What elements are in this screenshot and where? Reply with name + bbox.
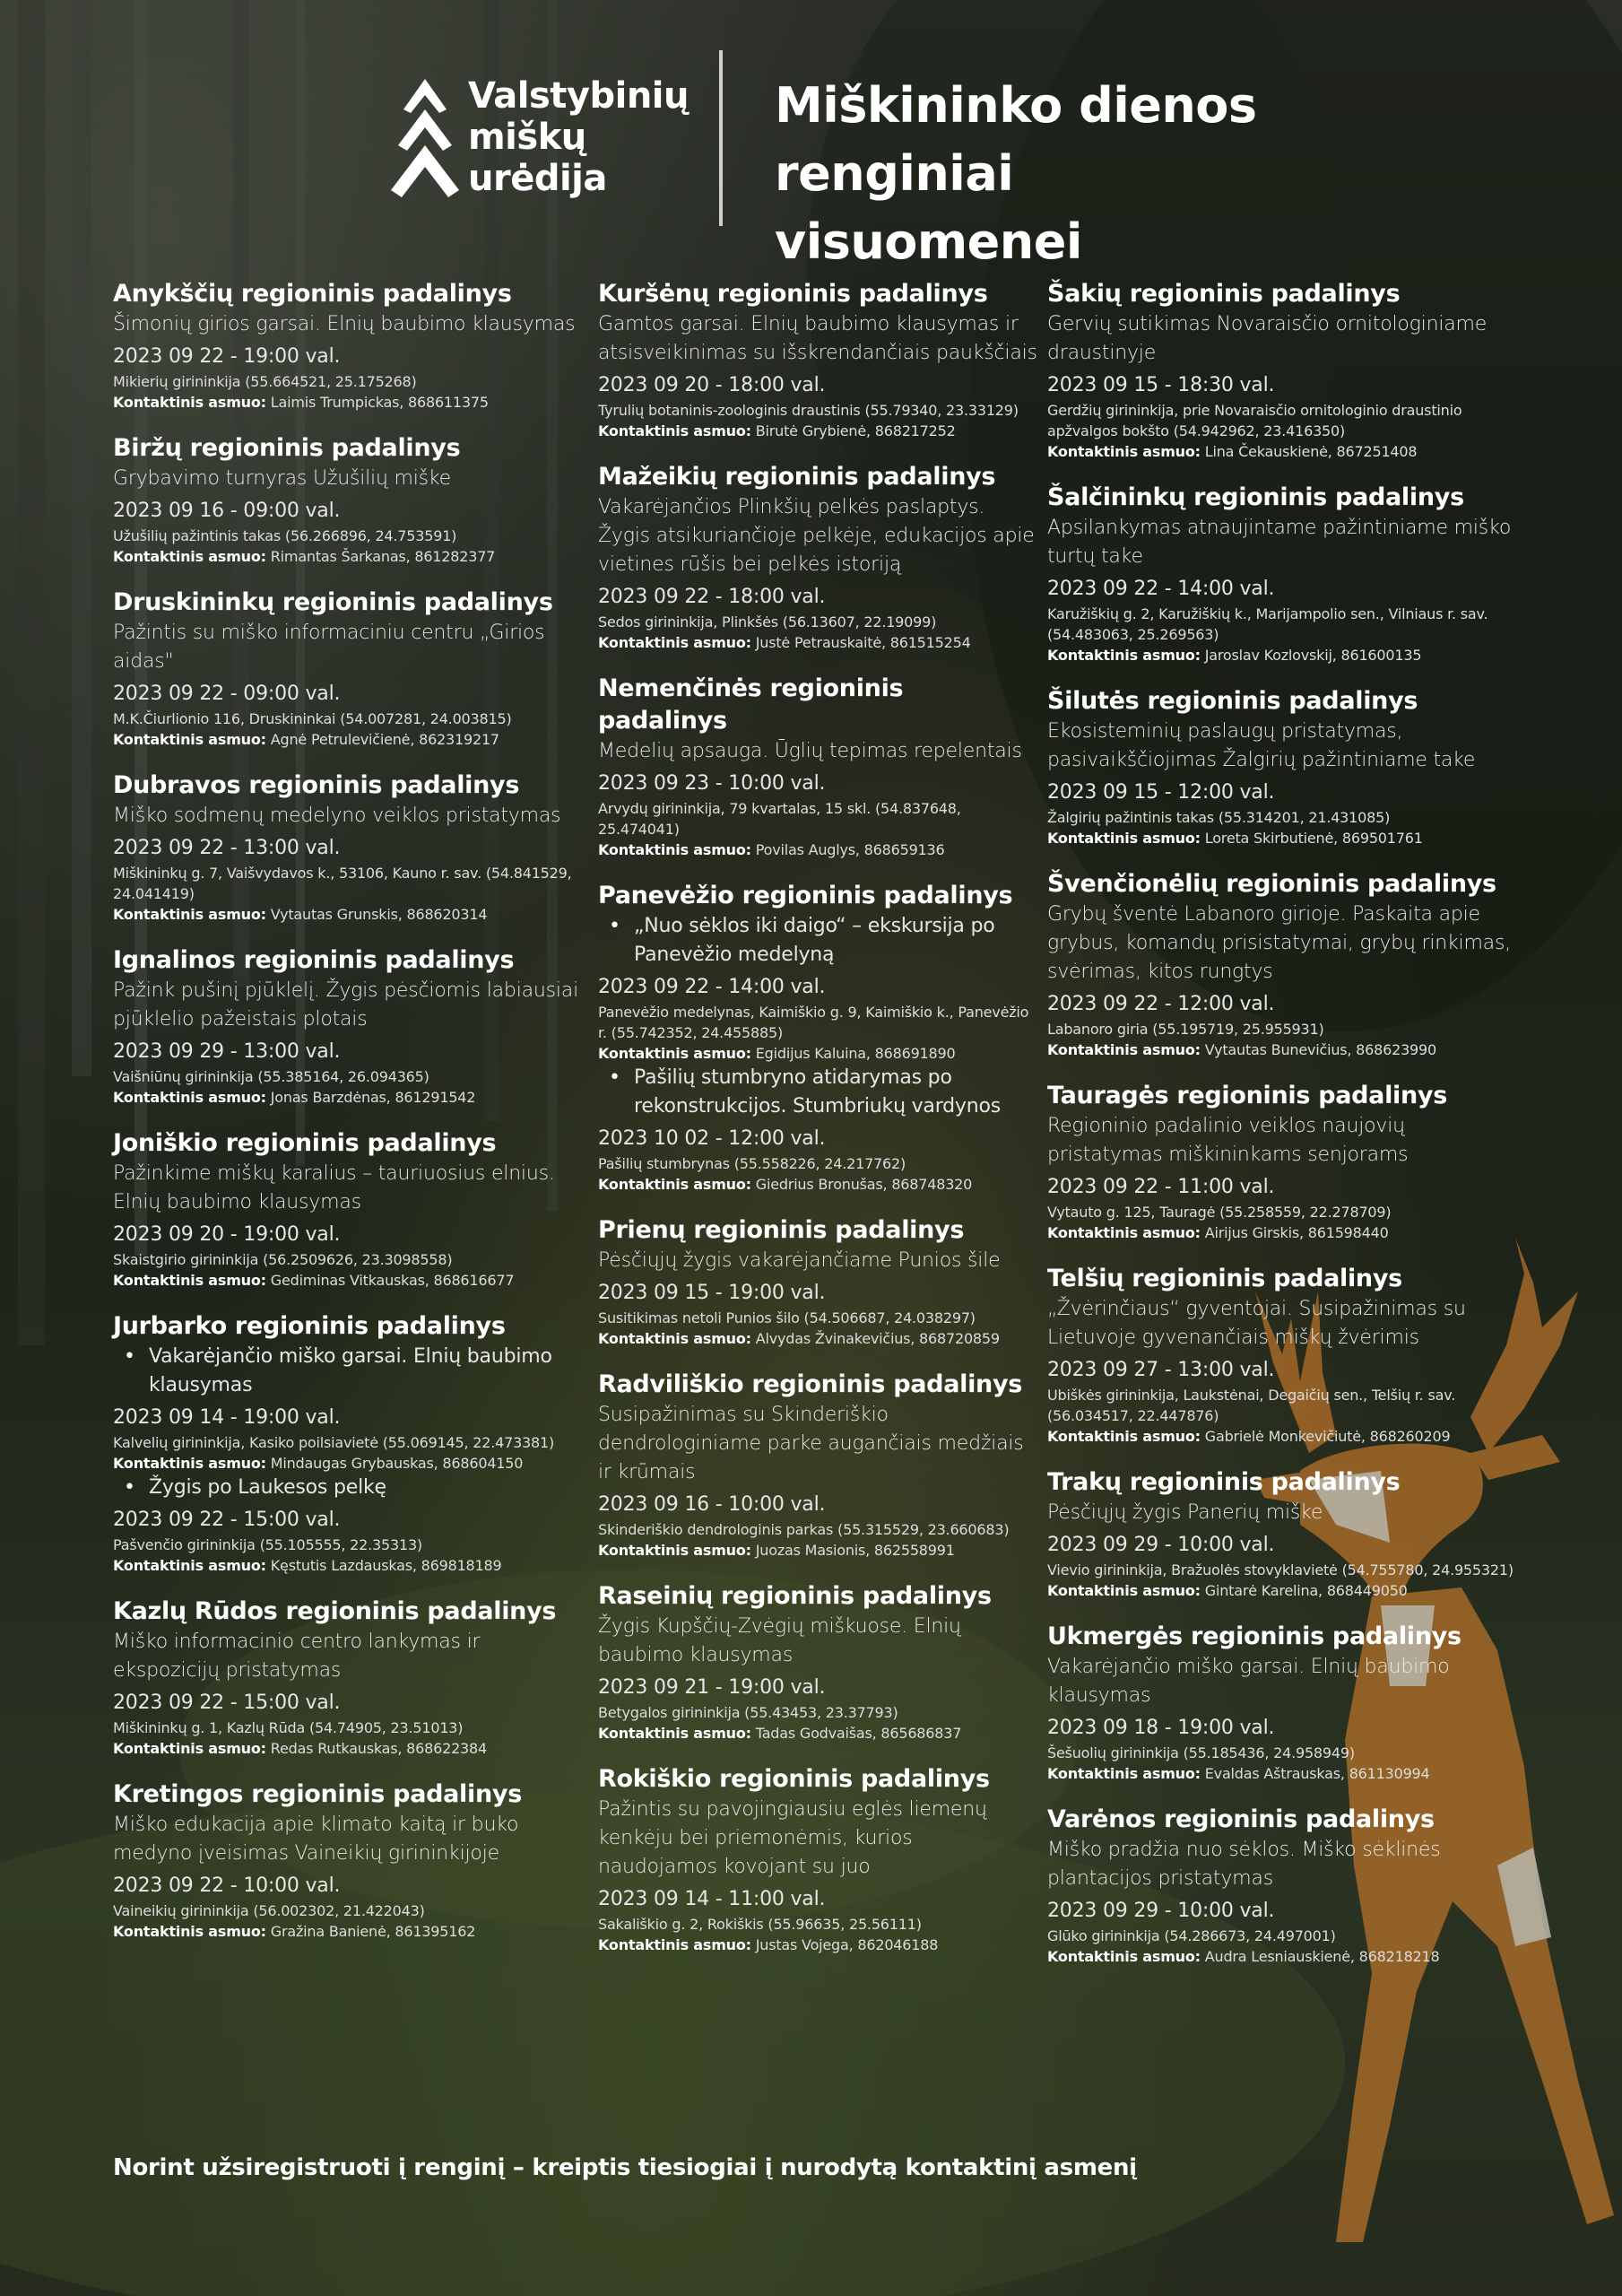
organization-name [468,75,689,199]
contact-value: Vytautas Grunskis, 868620314 [270,906,488,923]
contact-value: Loreta Skirbutienė, 869501761 [1204,830,1423,847]
event-datetime: 2023 09 27 - 13:00 val. [1047,1359,1275,1381]
event-datetime: 2023 09 22 - 09:00 val. [113,683,341,705]
region-name: Anykščių regioninis padalinys [113,280,512,308]
region-name: Kretingos regioninis padalinys [113,1780,522,1808]
event-location: Pašilių stumbrynas (55.558226, 24.217762) [598,1155,906,1172]
contact-person [1047,1039,1514,1060]
contact-label: Kontaktinis asmuo: [1047,830,1201,847]
event-location: Betygalos girininkija (55.43453, 23.37793) [598,1704,898,1721]
contact-person [1047,828,1514,848]
contact-label: Kontaktinis asmuo: [598,634,751,651]
event-datetime: 2023 09 22 - 18:00 val. [598,586,826,608]
contact-person [113,729,579,750]
region-name: Raseinių regioninis padalinys [598,1582,992,1610]
event-location: Užušilių pažintinis takas (56.266896, 24.753591) [113,527,457,544]
event-entry [113,1596,579,1759]
event-entry [113,770,579,925]
contact-label: Kontaktinis asmuo: [598,1176,751,1193]
contact-label: Kontaktinis asmuo: [113,394,266,411]
region-name: Ignalinos regioninis padalinys [113,946,515,974]
event-location: Šešuolių girininkija (55.185436, 24.958949) [1047,1744,1355,1761]
contact-label: Kontaktinis asmuo: [598,1936,751,1953]
contact-value: Jaroslav Kozlovskij, 861600135 [1204,647,1422,664]
title-line: Miškininko dienos [775,77,1257,134]
event-datetime: 2023 09 18 - 19:00 val. [1047,1717,1275,1739]
event-entry [1047,1080,1514,1243]
contact-value: Gediminas Vitkauskas, 868616677 [270,1272,515,1289]
event-datetime: 2023 09 21 - 19:00 val. [598,1676,826,1699]
contact-value: Povilas Auglys, 868659136 [755,841,945,858]
contact-value: Lina Čekauskienė, 867251408 [1204,443,1418,460]
contact-person [598,1723,1037,1744]
contact-person [598,1043,1037,1064]
contact-label: Kontaktinis asmuo: [113,1557,266,1574]
contact-value: Juozas Masionis, 862558991 [755,1542,955,1559]
contact-person [1047,1580,1514,1601]
event-entry [1047,278,1514,462]
contact-value: Kęstutis Lazdauskas, 869818189 [270,1557,502,1574]
event-entry [113,278,579,413]
event-location: Miškininkų g. 1, Kazlų Rūda (54.74905, 23.51013) [113,1719,464,1736]
contact-value: Alvydas Žvinakevičius, 868720859 [755,1330,1000,1347]
event-description: Pėsčiųjų žygis vakarėjančiame Punios šile [598,1249,1001,1272]
event-description: Grybų šventė Labanoro girioje. Paskaita apie grybus, komandų prisistatymai, grybų rinkimas, svėrimas, kitos rungtys [1047,903,1512,983]
event-datetime: 2023 09 29 - 10:00 val. [1047,1534,1275,1556]
event-location: Tyrulių botaninis-zoologinis draustinis (55.79340, 23.33129) [598,402,1019,419]
event-description: • Pašilių stumbryno atidarymas po rekonstrukcijos. Stumbriukų vardynos [598,1064,1037,1121]
region-name: Telšių regioninis padalinys [1047,1265,1402,1292]
event-description: Miško sodmenų medelyno veiklos pristatymas [113,804,561,827]
event-datetime: 2023 09 15 - 18:30 val. [1047,374,1275,396]
event-description: Gervių sutikimas Novaraisčio ornitologiniame draustinyje [1047,313,1488,364]
page-title [775,72,1313,276]
logo-line: miškų [468,117,586,158]
event-description: Susipažinimas su Skinderiškio dendrologiniame parke augančiais medžiais ir krūmais [598,1404,1024,1483]
contact-value: Birutė Grybienė, 868217252 [755,422,956,439]
event-location: Ubiškės girininkija, Laukstėnai, Degaičių sen., Telšių r. sav. (56.034517, 22.447876) [1047,1387,1456,1424]
contact-label: Kontaktinis asmuo: [1047,1428,1201,1445]
contact-value: Giedrius Bronušas, 868748320 [755,1176,973,1193]
contact-person [113,546,579,567]
region-name: Nemenčinės regioninis padalinys [598,674,904,735]
event-datetime: 2023 09 22 - 19:00 val. [113,345,341,368]
event-datetime: 2023 09 22 - 10:00 val. [113,1874,341,1897]
events-column-3 [1047,278,1514,1987]
event-location: M.K.Čiurlionio 116, Druskininkai (54.007281, 24.003815) [113,710,512,727]
logo-line: Valstybinių [468,75,689,117]
event-location: Susitikimas netoli Punios šilo (54.506687, 24.038297) [598,1309,976,1326]
event-entry [113,432,579,567]
contact-label: Kontaktinis asmuo: [598,1045,751,1062]
event-description: Šimonių girios garsai. Elnių baubimo klausymas [113,313,576,335]
event-entry [1047,482,1514,665]
contact-value: Jonas Barzdėnas, 861291542 [270,1089,476,1106]
region-name: Kuršėnų regioninis padalinys [598,280,988,308]
event-entry [598,1214,1037,1349]
event-datetime: 2023 09 14 - 19:00 val. [113,1406,341,1429]
event-datetime: 2023 09 29 - 10:00 val. [1047,1900,1275,1922]
contact-label: Kontaktinis asmuo: [598,1542,751,1559]
event-location: Gerdžių girininkija, prie Novaraisčio ornitologinio draustinio apžvalgos bokšto (54.942962, 23.416350) [1047,402,1462,439]
event-location: Sakališkio g. 2, Rokiškis (55.96635, 25.56111) [598,1916,922,1933]
contact-value: Gabrielė Monkevičiutė, 868260209 [1204,1428,1451,1445]
event-datetime: 2023 09 15 - 12:00 val. [1047,781,1275,804]
event-description: Vakarėjančios Plinkšių pelkės paslaptys. Žygis atsikuriančioje pelkėje, edukacijos apie vietines rūšis bei pelkės istoriją [598,496,1035,576]
event-datetime: 2023 09 16 - 09:00 val. [113,500,341,522]
event-entry [113,1127,579,1291]
contact-label: Kontaktinis asmuo: [113,548,266,565]
event-datetime: 2023 09 16 - 10:00 val. [598,1493,826,1516]
region-name: Šakių regioninis padalinys [1047,280,1401,308]
contact-person [1047,1222,1514,1243]
contact-person [113,1555,579,1576]
event-datetime: 2023 09 29 - 13:00 val. [113,1040,341,1063]
contact-label: Kontaktinis asmuo: [113,731,266,748]
contact-value: Mindaugas Grybauskas, 868604150 [270,1455,524,1472]
event-description: Grybavimo turnyras Užušilių miške [113,467,451,490]
contact-person [113,1270,579,1291]
event-description: • Vakarėjančio miško garsai. Elnių baubimo klausymas [113,1343,579,1400]
contact-person [598,632,1037,653]
event-description: Miško pradžia nuo sėklos. Miško sėklinės plantacijos pristatymas [1047,1839,1441,1890]
region-name: Joniškio regioninis padalinys [113,1129,497,1157]
event-entry [113,944,579,1108]
region-name: Varėnos regioninis padalinys [1047,1805,1435,1833]
event-description: Pažinkime miškų karalius – tauriuosius elnius. Elnių baubimo klausymas [113,1162,555,1213]
contact-label: Kontaktinis asmuo: [1047,1224,1201,1241]
event-location: Vaineikių girininkija (56.002302, 21.422043) [113,1902,425,1919]
contact-value: Gintarė Karelina, 868449050 [1204,1582,1408,1599]
region-name: Trakų regioninis padalinys [1047,1468,1401,1496]
contact-person [1047,1946,1514,1967]
contact-person [113,392,579,413]
event-location: Karužiškių g. 2, Karužiškių k., Marijampolio sen., Vilniaus r. sav. (54.483063, 25.269563) [1047,605,1488,643]
event-entry [598,278,1037,441]
contact-value: Audra Lesniauskienė, 868218218 [1204,1948,1440,1965]
region-name: Jurbarko regioninis padalinys [113,1312,506,1340]
event-entry [598,1763,1037,1955]
event-location: Vytauto g. 125, Tauragė (55.258559, 22.278709) [1047,1204,1392,1221]
event-entry [598,1580,1037,1744]
region-name: Švenčionėlių regioninis padalinys [1047,870,1496,898]
event-description: Ekosisteminių paslaugų pristatymas, pasivaikščiojimas Žalgirių pažintiniame take [1047,720,1476,771]
region-name: Druskininkų regioninis padalinys [113,588,553,616]
event-entry [1047,868,1514,1060]
contact-person [113,1738,579,1759]
contact-label: Kontaktinis asmuo: [598,1725,751,1742]
contact-label: Kontaktinis asmuo: [1047,1041,1201,1058]
contact-person [598,1328,1037,1349]
contact-person [598,1174,1037,1195]
event-entry [1047,685,1514,848]
title-line: renginiai visuomenei [775,145,1082,270]
contact-person [113,1087,579,1108]
region-name: Dubravos regioninis padalinys [113,771,520,799]
contact-label: Kontaktinis asmuo: [598,841,751,858]
contact-value: Gražina Banienė, 861395162 [270,1923,476,1940]
event-description: Apsilankymas atnaujintame pažintiniame miško turtų take [1047,517,1512,568]
event-description: Pažink pušinį pjūklelį. Žygis pėsčiomis labiausiai pjūklelio pažeistais plotais [113,979,578,1031]
event-location: Sedos girininkija, Plinkšės (56.13607, 22.19099) [598,613,937,631]
contact-person [598,1540,1037,1561]
contact-value: Justas Vojega, 862046188 [755,1936,939,1953]
event-entry [1047,1263,1514,1447]
event-datetime: 2023 09 22 - 15:00 val. [113,1509,341,1531]
event-location: Žalgirių pažintinis takas (55.314201, 21.431085) [1047,809,1391,826]
contact-person [598,1935,1037,1955]
contact-value: Rimantas Šarkanas, 861282377 [270,548,496,565]
event-entry [113,587,579,750]
contact-value: Redas Rutkauskas, 868622384 [270,1740,487,1757]
event-entry [1047,1466,1514,1601]
contact-value: Tadas Godvaišas, 865686837 [755,1725,962,1742]
event-location: Vievio girininkija, Bražuolės stovyklavietė (54.755780, 24.955321) [1047,1561,1514,1578]
contact-label: Kontaktinis asmuo: [598,422,751,439]
region-name: Ukmergės regioninis padalinys [1047,1622,1462,1650]
event-datetime: 2023 09 22 - 11:00 val. [1047,1176,1275,1198]
contact-person [1047,1763,1514,1784]
region-name: Šalčininkų regioninis padalinys [1047,483,1464,511]
contact-value: Agnė Petrulevičienė, 862319217 [270,731,499,748]
contact-label: Kontaktinis asmuo: [113,1272,266,1289]
events-column-2 [598,278,1037,1975]
region-name: Rokiškio regioninis padalinys [598,1765,990,1793]
event-location: Panevėžio medelynas, Kaimiškio g. 9, Kaimiškio k., Panevėžio r. (55.742352, 24.455885) [598,1004,1029,1041]
event-datetime: 2023 09 22 - 13:00 val. [113,837,341,859]
event-location: Labanoro giria (55.195719, 25.955931) [1047,1021,1324,1038]
contact-person [113,1921,579,1942]
region-name: Prienų regioninis padalinys [598,1216,965,1244]
event-location: Kalvelių girininkija, Kasiko poilsiavietė (55.069145, 22.473381) [113,1434,555,1451]
event-description: Vakarėjančio miško garsai. Elnių baubimo klausymas [1047,1656,1450,1707]
contact-label: Kontaktinis asmuo: [113,1923,266,1940]
event-location: Skinderiškio dendrologinis parkas (55.315529, 23.660683) [598,1521,1010,1538]
contact-label: Kontaktinis asmuo: [113,1089,266,1106]
event-entry [598,880,1037,1195]
contact-person [598,839,1037,860]
contact-value: Airijus Girskis, 861598440 [1204,1224,1389,1241]
event-entry [1047,1621,1514,1784]
region-name: Panevėžio regioninis padalinys [598,882,1013,909]
event-entry [113,1779,579,1942]
region-name: Radviliškio regioninis padalinys [598,1370,1023,1398]
contact-person [113,904,579,925]
page-header [389,50,1286,270]
contact-value: Laimis Trumpickas, 868611375 [270,394,489,411]
event-datetime: 2023 09 22 - 14:00 val. [1047,578,1275,600]
region-name: Mažeikių regioninis padalinys [598,463,996,491]
event-entry [113,1310,579,1576]
contact-value: Egidijus Kaluina, 868691890 [755,1045,956,1062]
event-description: „Žvėrinčiaus“ gyventojai. Susipažinimas su Lietuvoje gyvenančiais miškų žvėrimis [1047,1298,1466,1349]
region-name: Biržų regioninis padalinys [113,434,461,462]
event-entry [598,1369,1037,1561]
event-location: Vaišniūnų girininkija (55.385164, 26.094365) [113,1068,429,1085]
event-description: Pažintis su pavojingiausiu eglės liemenų kenkėju bei priemonėmis, kurios naudojamos kovojant su juo [598,1798,987,1878]
contact-label: Kontaktinis asmuo: [113,906,266,923]
logo-line: urėdija [468,158,607,199]
contact-person [1047,645,1514,665]
event-datetime: 2023 09 23 - 10:00 val. [598,772,826,795]
event-datetime: 2023 09 22 - 12:00 val. [1047,993,1275,1015]
contact-label: Kontaktinis asmuo: [1047,443,1201,460]
event-description: • „Nuo sėklos iki daigo“ – ekskursija po Panevėžio medelyną [598,912,1037,970]
region-name: Tauragės regioninis padalinys [1047,1082,1448,1109]
event-datetime: 2023 09 22 - 15:00 val. [113,1692,341,1714]
contact-value: Evaldas Aštrauskas, 861130994 [1204,1765,1430,1782]
event-location: Glūko girininkija (54.286673, 24.497001) [1047,1927,1336,1944]
event-datetime: 2023 09 20 - 19:00 val. [113,1223,341,1246]
event-description: Žygis Kupščių-Zvėgių miškuose. Elnių baubimo klausymas [598,1615,961,1666]
contact-person [1047,1426,1514,1447]
contact-label: Kontaktinis asmuo: [1047,1582,1201,1599]
tree-logo-icon [389,79,461,204]
event-location: Skaistgirio girininkija (56.2509626, 23.3098558) [113,1251,453,1268]
event-description: Pažintis su miško informaciniu centru „Girios aidas" [113,622,545,673]
event-description: Gamtos garsai. Elnių baubimo klausymas ir atsisveikinimas su išskrendančiais paukščiais [598,313,1037,364]
events-column-1 [113,278,579,1961]
region-name: Šilutės regioninis padalinys [1047,687,1418,715]
event-description: Miško edukacija apie klimato kaitą ir buko medyno įveisimas Vaineikių girininkijoje [113,1813,519,1865]
event-location: Pašvenčio girininkija (55.105555, 22.35313) [113,1536,422,1553]
contact-label: Kontaktinis asmuo: [1047,1765,1201,1782]
contact-value: Justė Petrauskaitė, 861515254 [755,634,971,651]
contact-label: Kontaktinis asmuo: [113,1455,266,1472]
region-name: Kazlų Rūdos regioninis padalinys [113,1597,557,1625]
contact-label: Kontaktinis asmuo: [1047,1948,1201,1965]
event-datetime: 2023 09 14 - 11:00 val. [598,1888,826,1910]
event-description: Regioninio padalinio veiklos naujovių pristatymas miškininkams senjorams [1047,1115,1409,1166]
event-description: Miško informacinio centro lankymas ir ekspozicijų pristatymas [113,1631,481,1682]
contact-person [1047,441,1514,462]
contact-person [598,421,1037,441]
event-datetime: 2023 09 22 - 14:00 val. [598,976,826,998]
contact-label: Kontaktinis asmuo: [598,1330,751,1347]
event-description: Pėsčiųjų žygis Panerių miške [1047,1501,1323,1524]
contact-person [113,1453,579,1474]
contact-label: Kontaktinis asmuo: [1047,647,1201,664]
event-location: Mikierių girininkija (55.664521, 25.175268) [113,373,417,390]
event-datetime: 2023 10 02 - 12:00 val. [598,1127,826,1150]
event-entry [1047,1804,1514,1967]
event-description: Medelių apsauga. Ūglių tepimas repelentais [598,740,1022,762]
event-entry [598,673,1037,860]
contact-value: Vytautas Bunevičius, 868623990 [1204,1041,1436,1058]
header-divider [719,50,723,226]
event-location: Miškininkų g. 7, Vaišvydavos k., 53106, Kauno r. sav. (54.841529, 24.041419) [113,865,572,902]
event-datetime: 2023 09 15 - 19:00 val. [598,1282,826,1304]
event-location: Arvydų girininkija, 79 kvartalas, 15 skl. (54.837648, 25.474041) [598,800,961,838]
event-datetime: 2023 09 20 - 18:00 val. [598,374,826,396]
registration-note: Norint užsiregistruoti į renginį – kreiptis tiesiogiai į nurodytą kontaktinį asmenį [113,2154,1137,2181]
event-description: • Žygis po Laukesos pelkę [113,1474,579,1502]
contact-label: Kontaktinis asmuo: [113,1740,266,1757]
event-entry [598,461,1037,653]
